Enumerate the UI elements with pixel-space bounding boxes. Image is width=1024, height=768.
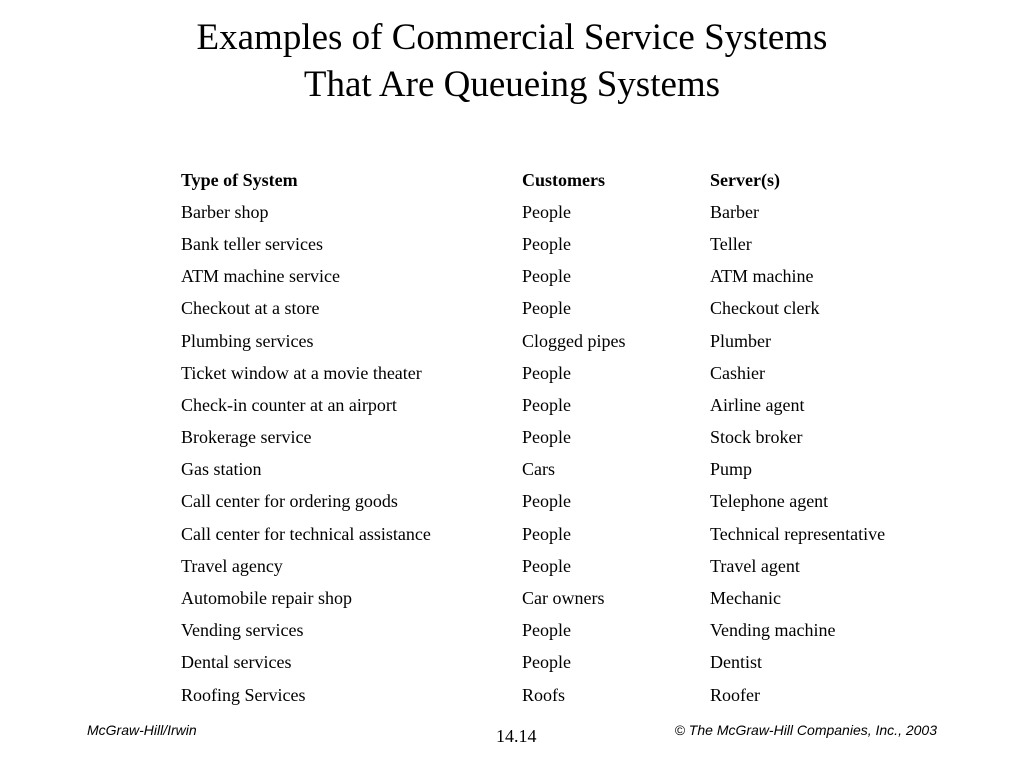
table-row <box>181 357 941 389</box>
cell-servers: Teller <box>710 233 752 254</box>
cell-system: Checkout at a store <box>181 298 320 319</box>
cell-system: Plumbing services <box>181 330 314 351</box>
cell-system: Gas station <box>181 459 262 480</box>
cell-customers: People <box>522 298 571 319</box>
table-row <box>181 647 941 679</box>
table-row <box>181 261 941 293</box>
table-row <box>181 550 941 582</box>
cell-customers: Cars <box>522 459 555 480</box>
table-row <box>181 486 941 518</box>
table-row <box>181 325 941 357</box>
cell-system: Automobile repair shop <box>181 588 352 609</box>
queueing-systems-table <box>181 164 941 711</box>
table-row <box>181 518 941 550</box>
table-row <box>181 293 941 325</box>
table-row <box>181 679 941 711</box>
cell-customers: Car owners <box>522 588 605 609</box>
cell-system: Vending services <box>181 620 304 641</box>
cell-servers: Airline agent <box>710 394 805 415</box>
cell-servers: Roofer <box>710 684 760 705</box>
cell-system: Ticket window at a movie theater <box>181 362 422 383</box>
cell-system: Call center for ordering goods <box>181 491 398 512</box>
cell-servers: ATM machine <box>710 266 814 287</box>
cell-servers: Vending machine <box>710 620 836 641</box>
cell-servers: Dentist <box>710 652 762 673</box>
cell-customers: People <box>522 555 571 576</box>
cell-customers: People <box>522 523 571 544</box>
cell-system: Barber shop <box>181 201 269 222</box>
table-row <box>181 454 941 486</box>
slide-number: 14.14 <box>496 726 537 746</box>
cell-servers: Telephone agent <box>710 491 829 512</box>
cell-servers: Stock broker <box>710 427 803 448</box>
footer-publisher: McGraw-Hill/Irwin <box>87 722 197 738</box>
cell-customers: People <box>522 491 571 512</box>
cell-servers: Plumber <box>710 330 771 351</box>
cell-system: Travel agency <box>181 555 283 576</box>
header-servers: Server(s) <box>710 169 780 190</box>
cell-customers: People <box>522 266 571 287</box>
cell-customers: People <box>522 201 571 222</box>
footer-copyright: © The McGraw-Hill Companies, Inc., 2003 <box>674 722 937 738</box>
table-header-row <box>181 164 941 196</box>
header-customers: Customers <box>522 169 605 190</box>
cell-customers: People <box>522 394 571 415</box>
table-row <box>181 228 941 260</box>
cell-system: Brokerage service <box>181 427 312 448</box>
cell-customers: People <box>522 362 571 383</box>
cell-system: Roofing Services <box>181 684 306 705</box>
header-type-of-system: Type of System <box>181 169 298 190</box>
cell-customers: Roofs <box>522 684 566 705</box>
slide-title-line-1: Examples of Commercial Service Systems <box>196 17 828 58</box>
cell-servers: Cashier <box>710 362 765 383</box>
cell-servers: Travel agent <box>710 555 800 576</box>
cell-servers: Pump <box>710 459 753 480</box>
table-row <box>181 389 941 421</box>
table-row <box>181 422 941 454</box>
slide-title-line-2: That Are Queueing Systems <box>303 64 721 105</box>
cell-servers: Mechanic <box>710 588 781 609</box>
cell-system: ATM machine service <box>181 266 340 287</box>
table-row <box>181 615 941 647</box>
table-row <box>181 196 941 228</box>
cell-system: Dental services <box>181 652 292 673</box>
table-row <box>181 582 941 614</box>
cell-servers: Technical representative <box>710 523 886 544</box>
cell-customers: Clogged pipes <box>522 330 626 351</box>
cell-customers: People <box>522 620 571 641</box>
cell-servers: Barber <box>710 201 759 222</box>
cell-system: Check-in counter at an airport <box>181 394 397 415</box>
cell-customers: People <box>522 652 571 673</box>
cell-system: Bank teller services <box>181 233 323 254</box>
cell-customers: People <box>522 233 571 254</box>
cell-system: Call center for technical assistance <box>181 523 431 544</box>
cell-servers: Checkout clerk <box>710 298 820 319</box>
cell-customers: People <box>522 427 571 448</box>
